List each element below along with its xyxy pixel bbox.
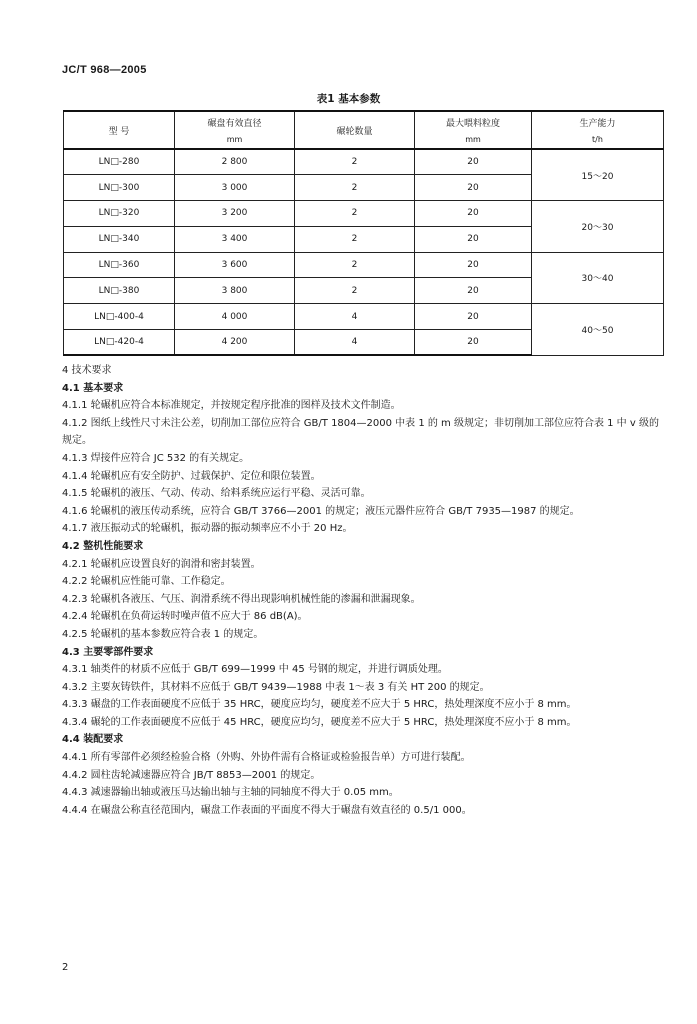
cell-wheels: 2 [295, 175, 415, 201]
cell-model: LN□-320 [64, 201, 175, 227]
clause: 4.3.1 轴类件的材质不应低于 GB/T 699—1999 中 45 号钢的规定，并进行调质处理。 [62, 664, 448, 676]
section-heading: 4 技术要求 [62, 365, 112, 376]
cell-capacity: 40～50 [532, 304, 664, 356]
cell-wheels: 2 [295, 252, 415, 278]
clause: 4.1.1 轮碾机应符合本标准规定，并按规定程序批准的图样及技术文件制造。 [62, 400, 401, 412]
clause: 4.2.1 轮碾机应设置良好的润滑和密封装置。 [62, 558, 261, 570]
clause: 4.1.4 轮碾机应有安全防护、过载保护、定位和限位装置。 [62, 470, 321, 482]
cell-feed: 20 [415, 175, 532, 201]
clause: 4.1.6 轮碾机的液压传动系统，应符合 GB/T 3766—2001 的规定；液压元器件应符合 GB/T 7935—1987 的规定。 [62, 505, 580, 517]
cell-diameter: 4 200 [175, 330, 295, 356]
clause: 4.2.3 轮碾机各液压、气压、润滑系统不得出现影响机械性能的渗漏和泄漏现象。 [62, 593, 421, 605]
clause: 4.3.4 碾轮的工作表面硬度不应低于 45 HRC，硬度应均匀，硬度差不应大于 5 HRC，热处理深度不应小于 8 mm。 [62, 716, 577, 728]
cell-wheels: 2 [295, 201, 415, 227]
subsection-heading: 4.4 装配要求 [62, 734, 124, 746]
table-caption: 表1 基本参数 [316, 93, 381, 105]
cell-capacity: 15～20 [532, 149, 664, 201]
cell-feed: 20 [415, 278, 532, 304]
cell-model: LN□-340 [64, 226, 175, 252]
cell-model: LN□-420-4 [64, 330, 175, 356]
clause: 4.2.2 轮碾机应性能可靠、工作稳定。 [62, 576, 231, 588]
header-label: 生产能力 [579, 119, 616, 129]
cell-model: LN□-400-4 [64, 304, 175, 330]
clause: 4.1.3 焊接件应符合 JC 532 的有关规定。 [62, 452, 250, 464]
cell-feed: 20 [415, 304, 532, 330]
cell-model: LN□-380 [64, 278, 175, 304]
clause: 4.3.3 碾盘的工作表面硬度不应低于 35 HRC，硬度应均匀，硬度差不应大于 5 HRC，热处理深度不应小于 8 mm。 [62, 699, 577, 711]
cell-capacity: 20～30 [532, 201, 664, 253]
page-number: 2 [62, 962, 69, 973]
subsection-heading: 4.2 整机性能要求 [62, 540, 144, 552]
clause: 4.3.2 主要灰铸铁件，其材料不应低于 GB/T 9439—1988 中表 1～表 3 有关 HT 200 的规定。 [62, 681, 490, 693]
header-label: 碾轮数量 [336, 126, 373, 137]
header-unit: mm [226, 135, 243, 144]
subsection-heading: 4.3 主要零部件要求 [62, 646, 154, 658]
cell-diameter: 3 600 [175, 252, 295, 278]
cell-model: LN□-300 [64, 175, 175, 201]
clause: 4.1.2 图纸上线性尺寸未注公差，切削加工部位应符合 GB/T 1804—2000 中表 1 的 m 级规定；非切削加工部位应符合表 1 中 v 级的规定。 [62, 417, 659, 447]
cell-capacity: 30～40 [532, 252, 664, 304]
cell-diameter: 2 800 [175, 149, 295, 175]
clause: 4.2.5 轮碾机的基本参数应符合表 1 的规定。 [62, 628, 264, 640]
cell-diameter: 3 200 [175, 201, 295, 227]
clause: 4.1.7 液压振动式的轮碾机，振动器的振动频率应不小于 20 Hz。 [62, 523, 353, 535]
cell-diameter: 3 800 [175, 278, 295, 304]
header-diameter [175, 111, 295, 149]
cell-wheels: 4 [295, 304, 415, 330]
table-row [64, 252, 664, 278]
header-label: 最大喂料粒度 [445, 119, 500, 129]
clause: 4.4.3 减速器输出轴或液压马达输出轴与主轴的同轴度不得大于 0.05 mm。 [62, 787, 399, 799]
table-header-row [64, 111, 664, 149]
cell-model: LN□-360 [64, 252, 175, 278]
subsection-heading: 4.1 基本要求 [62, 382, 124, 394]
header-label: 碾盘有效直径 [207, 119, 262, 129]
cell-wheels: 2 [295, 278, 415, 304]
header-capacity [532, 111, 664, 149]
header-unit: t/h [592, 135, 603, 144]
cell-feed: 20 [415, 252, 532, 278]
cell-feed: 20 [415, 149, 532, 175]
header-feed [415, 111, 532, 149]
cell-model: LN□-280 [64, 149, 175, 175]
clause: 4.1.5 轮碾机的液压、气动、传动、给料系统应运行平稳、灵活可靠。 [62, 488, 371, 500]
table-row [64, 149, 664, 175]
cell-feed: 20 [415, 201, 532, 227]
cell-wheels: 2 [295, 149, 415, 175]
clause: 4.4.4 在碾盘公称直径范围内，碾盘工作表面的平面度不得大于碾盘有效直径的 0.5/1 000。 [62, 804, 472, 816]
header-model [64, 111, 175, 149]
header-label: 型 号 [108, 126, 130, 137]
cell-wheels: 4 [295, 330, 415, 356]
table-row [64, 304, 664, 330]
header-wheels [295, 111, 415, 149]
cell-wheels: 2 [295, 226, 415, 252]
header-unit: mm [465, 135, 481, 144]
document-body [62, 362, 666, 819]
cell-feed: 20 [415, 226, 532, 252]
clause: 4.4.2 圆柱齿轮减速器应符合 JB/T 8853—2001 的规定。 [62, 769, 321, 781]
cell-feed: 20 [415, 330, 532, 356]
cell-diameter: 4 000 [175, 304, 295, 330]
basic-parameters-table [63, 110, 664, 356]
cell-diameter: 3 000 [175, 175, 295, 201]
standard-code-header: JC/T 968—2005 [62, 64, 147, 76]
clause: 4.4.1 所有零部件必须经检验合格（外购、外协件需有合格证或检验报告单）方可进行装配。 [62, 752, 471, 764]
table-row [64, 201, 664, 227]
clause: 4.2.4 轮碾机在负荷运转时噪声值不应大于 86 dB(A)。 [62, 611, 308, 623]
cell-diameter: 3 400 [175, 226, 295, 252]
